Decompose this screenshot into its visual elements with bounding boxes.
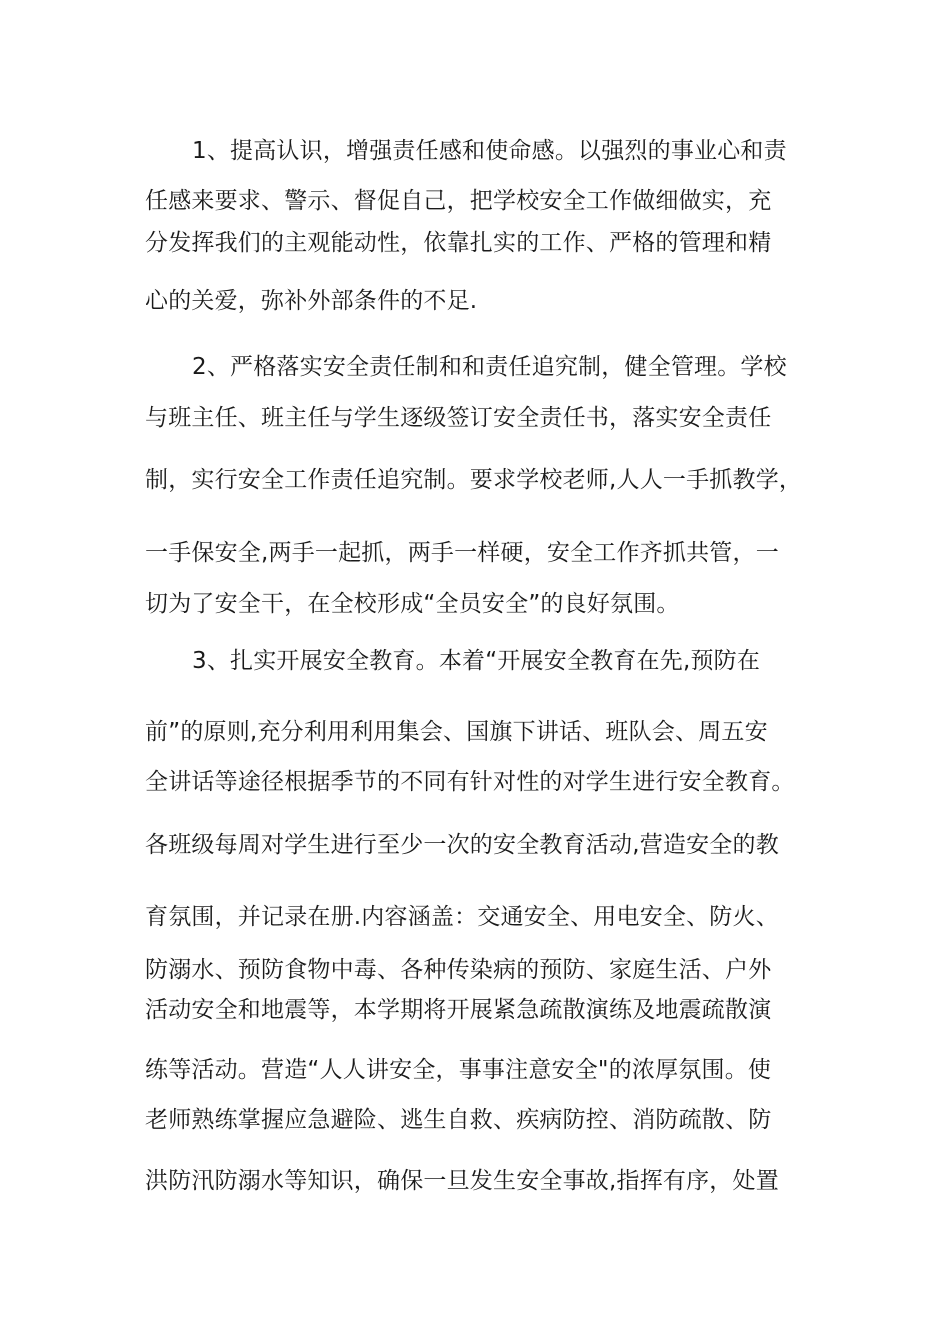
paragraph-2-line-2: 与班主任、班主任与学生逐级签订安全责任书，落实安全责任 — [145, 405, 772, 431]
paragraph-2-line-4: 一手保安全,两手一起抓，两手一样硬，安全工作齐抓共管，一 — [145, 540, 779, 566]
paragraph-3-line-1: 3、扎实开展安全教育。本着“开展安全教育在先,预防在 — [192, 648, 761, 674]
paragraph-3-line-3: 全讲话等途径根据季节的不同有针对性的对学生进行安全教育。 — [145, 769, 795, 795]
paragraph-3-line-9: 老师熟练掌握应急避险、逃生自救、疾病防控、消防疏散、防 — [145, 1107, 772, 1133]
paragraph-1-line-4: 心的关爱，弥补外部条件的不足. — [145, 288, 478, 314]
paragraph-2-line-5: 切为了安全干，在全校形成“全员安全”的良好氛围。 — [145, 591, 680, 617]
paragraph-3-line-2: 前”的原则,充分利用利用集会、国旗下讲话、班队会、周五安 — [145, 719, 768, 745]
paragraph-1-line-1: 1、提高认识，增强责任感和使命感。以强烈的事业心和责 — [192, 138, 787, 164]
paragraph-1-line-3: 分发挥我们的主观能动性，依靠扎实的工作、严格的管理和精 — [145, 230, 772, 256]
paragraph-3-line-10: 洪防汛防溺水等知识，确保一旦发生安全事故,指挥有序，处置 — [145, 1168, 779, 1194]
paragraph-3-line-4: 各班级每周对学生进行至少一次的安全教育活动,营造安全的教 — [145, 832, 779, 858]
paragraph-2-line-1: 2、严格落实安全责任制和和责任追究制，健全管理。学校 — [192, 354, 787, 380]
paragraph-3-line-6: 防溺水、预防食物中毒、各种传染病的预防、家庭生活、户外 — [145, 957, 772, 983]
paragraph-3-line-5: 育氛围，并记录在册.内容涵盖：交通安全、用电安全、防火、 — [145, 904, 779, 930]
paragraph-3-line-7: 活动安全和地震等，本学期将开展紧急疏散演练及地震疏散演 — [145, 997, 772, 1023]
paragraph-2-line-3: 制，实行安全工作责任追究制。要求学校老师,人人一手抓教学， — [145, 467, 803, 493]
paragraph-1-line-2: 任感来要求、警示、督促自己，把学校安全工作做细做实，充 — [145, 188, 772, 214]
paragraph-3-line-8: 练等活动。营造“人人讲安全，事事注意安全"的浓厚氛围。使 — [145, 1057, 772, 1083]
